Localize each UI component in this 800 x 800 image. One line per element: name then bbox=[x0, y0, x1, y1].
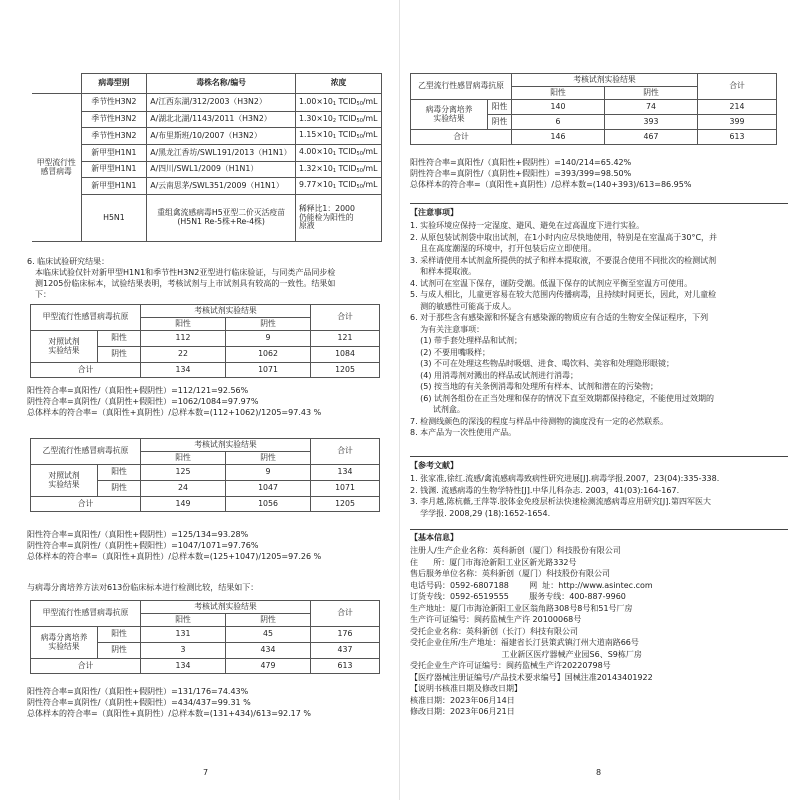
refs-list: 1. 张家准,徐红.流感/禽流感病毒致病性研究进展[J].病毒学报.2007，23(04):335-338. 2. 钱渊. 流感病毒的生物学特性[J].中华儿科杂志. 2003，41(03):164-167. 3. 李月越,陈杭薇,王萍等.胶体金免疫层析法快速检测流感病毒应用研究[J].第四军医大 学学报. 2008,29 (18):1652-1654. bbox=[410, 474, 720, 518]
table-row: 对照试剂 实验结果 阳性 112 9 121 bbox=[31, 331, 380, 347]
stats-d: 阳性符合率=真阳性/（真阳性+假阴性）=140/214=65.42% 阴性符合率=真阴性/（真阴性+假阳性）=393/399=98.50% 总体样本的符合率=（真阳性+真阴性）/总样本数=(140+393)/613=86.95% bbox=[410, 158, 692, 189]
table-row: 新甲型H1N1 A/云南思茅/SWL351/2009（H1N1） $9.77\times 10^1$ $TCID_{50}/mL$ bbox=[32, 178, 382, 195]
virus-strain-table bbox=[32, 73, 382, 242]
table-row: 合计 146 467 613 bbox=[411, 130, 777, 145]
refs-title: 【参考文献】 bbox=[410, 461, 458, 470]
table-row: H5N1 重组禽流感病毒H5亚型二价灭活疫苗 (H5N1 Re-5株+Re-4株) 稀释比1：2000 仍能检为阳性的 原液 bbox=[32, 195, 382, 242]
divider bbox=[410, 529, 788, 530]
col-concentration: 浓度 bbox=[295, 74, 381, 94]
basic-info: 注册人/生产企业名称：英科新创（厦门）科技股份有限公司 住 所：厦门市海沧新阳工业区新光路332号 售后服务单位名称：英科新创（厦门）科技股份有限公司 电话号码：0592-6807188 网 址：http://www.asintec.com 订货专线：0592-6519555 服务专线：400-887-9960 生产地址：厦门市海沧新阳工业区翁角路308号8号和51号厂房 生产许可证编号：闽药监械生产许 20100068号 受托企业名称：英科新创（长汀）科技有限公司 受托企业住所/生产地址：福建省长汀县策武镇汀州大道南路66号 工业新区医疗器械产业园S6、S9栋厂房 受托企业生产许可证编号：闽药监械生产许20220798号 【医疗器械注册证编号/产品技术要求编号】国械注准20143401922 【说明书核准日期及修改日期】 核准日期：2023年06月14日 修改日期：2023年06月21日 bbox=[410, 546, 653, 716]
table-row: 合计 134 1071 1205 bbox=[31, 363, 380, 378]
table-b-flu-b-antigen: 乙型流行性感冒病毒抗原 考核试剂实验结果 合计 阳性 阴性 对照试剂 实验结果 阳性 125 9 134 阴性 24 1047 1071 合计 149 1056 1205 bbox=[30, 438, 380, 512]
table-row: 对照试剂 实验结果 阳性 125 9 134 bbox=[31, 465, 380, 481]
table-row: 阴性 6 393 399 bbox=[411, 115, 777, 130]
stats-b: 阳性符合率=真阳性/（真阳性+假阴性）=125/134=93.28% 阴性符合率=真阴性/（真阴性+假阳性）=1047/1071=97.76% 总体样本的符合率=（真阳性+真阴性）/总样本数=(125+1047)/1205=97.26 % bbox=[27, 530, 322, 561]
table-d-culture-flu-b: 乙型流行性感冒病毒抗原 考核试剂实验结果 合计 阳性 阴性 病毒分离培养 实验结果 阳性 140 74 214 阴性 6 393 399 合计 146 467 613 bbox=[410, 73, 777, 145]
basic-title: 【基本信息】 bbox=[410, 533, 458, 542]
table-row: 阴性 3 434 437 bbox=[31, 643, 380, 659]
table-row: 病毒分离培养 实验结果 阳性 140 74 214 bbox=[411, 100, 777, 115]
table-row: 甲型流行性感冒病毒 季节性H3N2 A/江西东湖/312/2003（H3N2） $1.00\times 10^1$ $TCID_{50}/mL$ bbox=[32, 94, 382, 112]
page-number: 7 bbox=[203, 768, 209, 777]
row-group-label: 甲型流行性感冒病毒 bbox=[32, 94, 81, 242]
table-row: 合计 149 1056 1205 bbox=[31, 497, 380, 512]
table-row: 季节性H3N2 A/湖北北湖/1143/2011（H3N2） $1.30\times 10^2$ $TCID_{50}/mL$ bbox=[32, 112, 382, 128]
divider bbox=[410, 456, 788, 457]
notes-title: 【注意事项】 bbox=[410, 208, 458, 217]
table-row: 新甲型H1N1 A/四川/SWL1/2009（H1N1） $1.32\times 10^1$ $TCID_{50}/mL$ bbox=[32, 162, 382, 178]
table-c-culture-flu-a: 甲型流行性感冒病毒抗原 考核试剂实验结果 合计 阳性 阴性 病毒分离培养 实验结果 阳性 131 45 176 阴性 3 434 437 合计 134 479 613 bbox=[30, 600, 380, 674]
notes-list: 1. 实验环境应保持一定湿度、避风、避免在过高温度下进行实验。 2. 从原包装试剂袋中取出试剂，在1小时内应尽快地使用，特别是在室温高于30°C，并 且在高度潮湿的环境中，打开包装后应立即使用。 3. 采样请使用本试剂盒所提供的拭子和样本提取液，不要混合使用不同批次的检测试剂 和样本提取液。 4. 试剂可在室温下保存，谨防受潮。低温下保存的试剂应平衡至室温方可使用。 5. 与成人相比，儿童更容易在较大范围内传播病毒，且持续时间更长，因此，对儿童检 测的敏感性可能高于成人。 6. 对于那些含有感染源和怀疑含有感染源的物质应有合适的生物安全保证程序，下列 为有关注意事项： (1) 带手套处理样品和试剂； (2) 不要用嘴吸样； (3) 不可在处理这些物品时吸烟、进食、喝饮料、美容和处理隐形眼镜； (4) 用消毒剂对溅出的样品或试剂进行消毒； (5) 按当地的有关条例消毒和处理所有样本、试剂和潜在的污染物； (6) 试剂各组份在正当处理和保存的情况下直至效期都保持稳定，不能使用过效期的 试剂盒。 7. 检测线颜色的深浅的程度与样品中待测物的滴度没有一定的必然联系。 8. 本产品为一次性使用产品。 bbox=[410, 221, 718, 437]
table-row: 合计 134 479 613 bbox=[31, 659, 380, 674]
page-number: 8 bbox=[596, 768, 602, 777]
table-row: 阴性 22 1062 1084 bbox=[31, 347, 380, 363]
col-strain: 毒株名称/编号 bbox=[147, 74, 296, 94]
stats-a: 阳性符合率=真阳性/（真阳性+假阴性）=112/121=92.56% 阴性符合率=真阴性/（真阴性+假阳性）=1062/1084=97.97% 总体样本的符合率=（真阳性+真阴性）/总样本数=(112+1062)/1205=97.43 % bbox=[27, 386, 322, 417]
table-row: 阴性 24 1047 1071 bbox=[31, 481, 380, 497]
stats-c: 阳性符合率=真阳性/（真阳性+假阴性）=131/176=74.43% 阴性符合率=真阴性/（真阴性+假阳性）=434/437=99.31 % 总体样本的符合率=（真阳性+真阴性）/总样本数=(131+434)/613=92.17 % bbox=[27, 687, 312, 718]
col-virus-type: 病毒型别 bbox=[81, 74, 147, 94]
table-row: 新甲型H1N1 A/黑龙江香坊/SWL191/2013（H1N1） $4.00\times 10^1$ $TCID_{50}/mL$ bbox=[32, 145, 382, 162]
right-page bbox=[400, 0, 800, 800]
section-6: 6. 临床试验研究结果： 本临床试验仅针对新甲型H1N1和季节性H3N2亚型进行临床验证，与同类产品同步检 测1205份临床标本，试验结果表明，考核试剂与上市试剂具有较高的一致性。结果如 下： bbox=[27, 257, 336, 299]
table-row: 病毒分离培养 实验结果 阳性 131 45 176 bbox=[31, 627, 380, 643]
table-a-flu-a-antigen: 甲型流行性感冒病毒抗原 考核试剂实验结果 合计 阳性 阴性 对照试剂 实验结果 阳性 112 9 121 阴性 22 1062 1084 合计 134 1071 1205 bbox=[30, 304, 380, 378]
culture-intro: 与病毒分离培养方法对613份临床标本进行检测比较，结果如下： bbox=[27, 583, 259, 592]
table-row: 季节性H3N2 A/布里斯班/10/2007（H3N2） $1.15\times 10^1$ $TCID_{50}/mL$ bbox=[32, 128, 382, 145]
divider bbox=[410, 203, 788, 204]
